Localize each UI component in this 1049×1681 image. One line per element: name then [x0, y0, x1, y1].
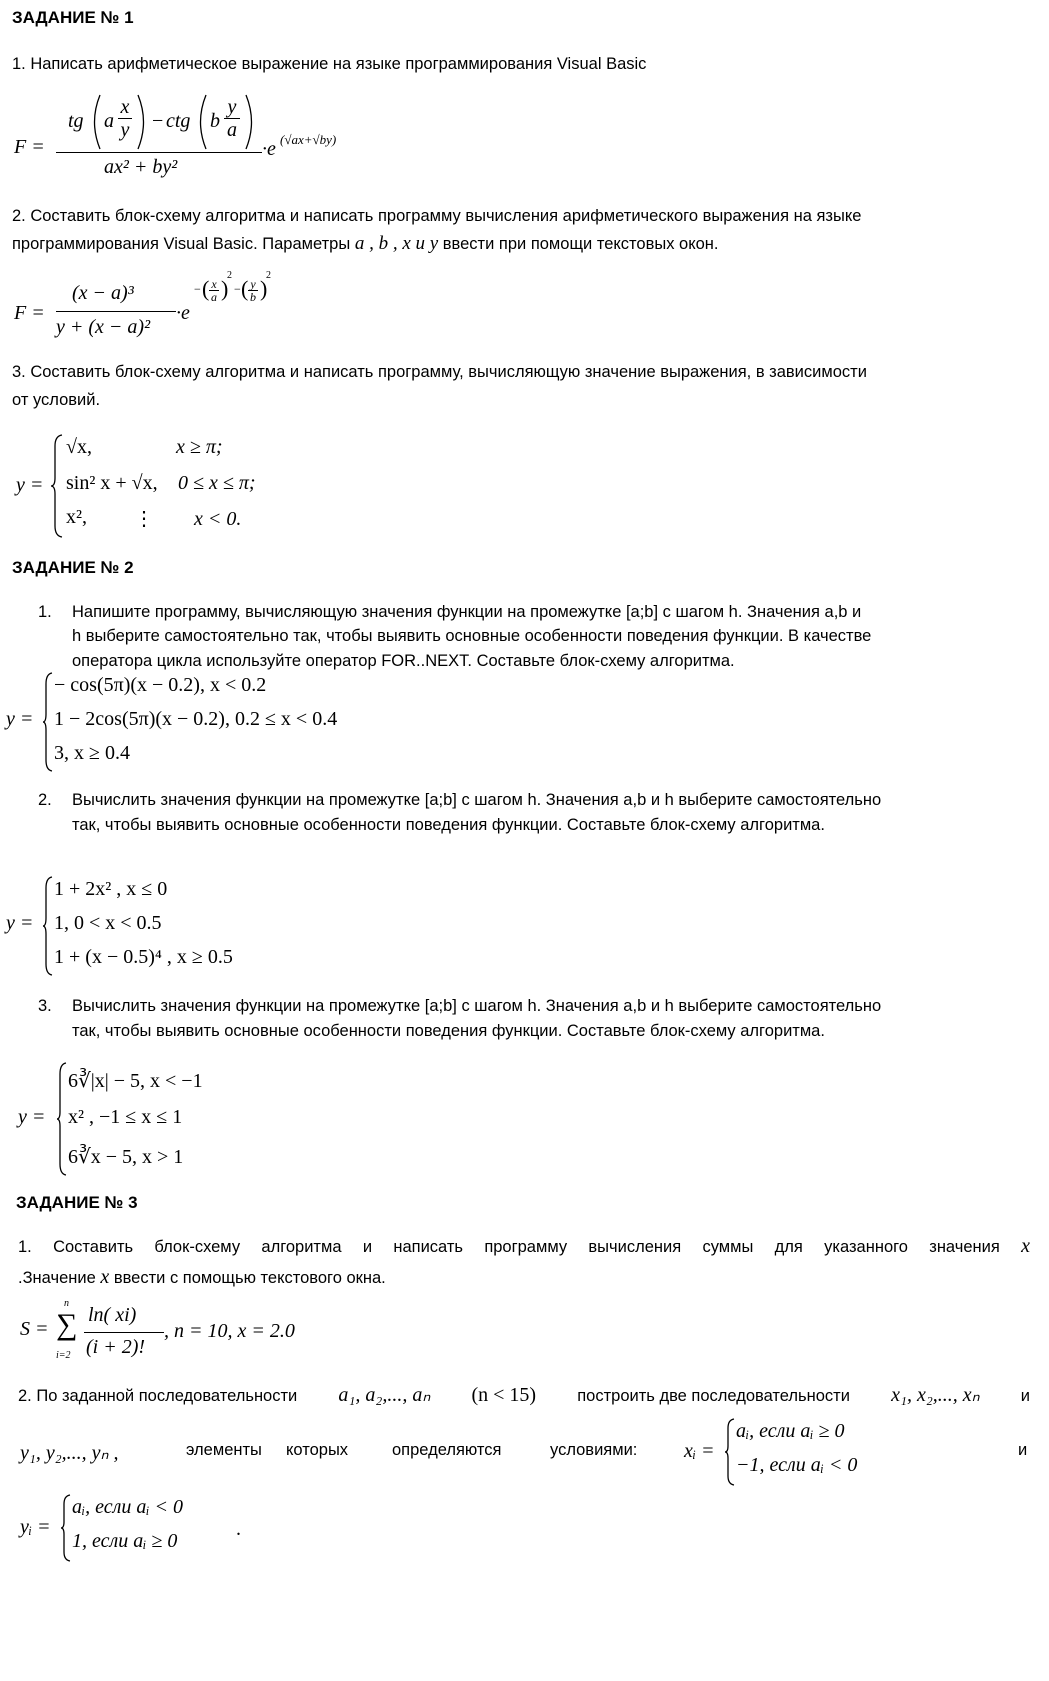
t2f2-case3: 1 + (x − 0.5)⁴ , x ≥ 0.5: [54, 946, 233, 968]
task3-item2-line2: [18, 1418, 1030, 1488]
t3-item1-text: 1. Составить блок-схему алгоритма и написать программу вычисления суммы для указанного значения: [18, 1238, 1000, 1256]
task2-item1-line1: Напишите программу, вычисляющую значения функции на промежутке [a;b] с шагом h. Значения a,b и: [72, 603, 862, 621]
t2f3-brace: [56, 1062, 68, 1176]
f1-frac2: y a: [224, 96, 240, 141]
f3-case2-cond: 0 ≤ x ≤ π;: [178, 472, 256, 494]
yi-case2: 1, если aᵢ ≥ 0: [72, 1530, 178, 1552]
task2-item2-line2: так, чтобы выявить основные особенности поведения функции. Составьте блок-схему алгоритма.: [72, 816, 825, 834]
task3-item1-line1: [18, 1232, 1030, 1261]
task2-item1-line3: оператора цикла используйте оператор FOR..NEXT. Составьте блок-схему алгоритма.: [72, 652, 735, 670]
t2f2-lhs: y =: [6, 912, 34, 934]
task2-item2-line1: Вычислить значения функции на промежутке [a;b] с шагом h. Значения a,b и h выберите самостоятельно: [72, 791, 882, 809]
yi-tail: .: [236, 1518, 241, 1540]
t3-item1-x2: x: [100, 1266, 110, 1288]
f3-case3-cond: x < 0.: [194, 508, 242, 530]
t3f1-sum-upper: n: [64, 1298, 69, 1309]
t3f1-params: , n = 10, x = 2.0: [164, 1320, 295, 1342]
f1-exponent: (√ax+√by): [280, 132, 337, 147]
item2-pre: программирования Visual Basic. Параметры: [12, 235, 355, 253]
xi-lhs: xᵢ =: [684, 1440, 715, 1462]
t3f1-denominator: (i + 2)!: [86, 1336, 146, 1358]
t3f1-fraction-bar: [84, 1332, 164, 1333]
t2f1-case2: 1 − 2cos(5π)(x − 0.2), 0.2 ≤ x < 0.4: [54, 708, 338, 730]
t3-item2-seq-a: a₁, a₂,..., aₙ: [338, 1384, 431, 1406]
f1-paren-open-1: [88, 94, 102, 150]
f2-numerator: (x − a)³: [72, 282, 134, 304]
t2f2-case2: 1, 0 < x < 0.5: [54, 912, 162, 934]
t2f3-lhs: y =: [18, 1106, 46, 1128]
f3-brace: [50, 434, 64, 538]
f1-exp-base: ·e: [262, 138, 276, 160]
f1-a: a: [104, 110, 114, 132]
t3-item2-seq-y: y₁, y₂,..., yₙ ,: [20, 1442, 119, 1464]
f2-lhs: F =: [14, 302, 45, 324]
f1-denominator: ax² + by²: [104, 156, 178, 178]
task1-item3-line1: 3. Составить блок-схему алгоритма и написать программу, вычисляющую значение выражения, в зависимости: [12, 363, 867, 381]
f3-case3-vdots: ⋮: [134, 508, 154, 530]
yi-brace: [60, 1494, 72, 1562]
t3-item2-word1: элементы: [186, 1441, 262, 1459]
t3-item1-pre: .Значение: [18, 1269, 101, 1287]
f3-case1-cond: x ≥ π;: [176, 436, 223, 458]
t3-yi-formula: [20, 1494, 280, 1564]
task3-item1-line2: [18, 1263, 386, 1292]
t3-item1-post: ввести с помощью текстового окна.: [109, 1269, 386, 1287]
f1-paren-open-2: [194, 94, 208, 150]
task1-formula3: [14, 432, 314, 542]
task3-heading: ЗАДАНИЕ № 3: [16, 1193, 138, 1212]
t3-item2-word2: которых: [286, 1441, 349, 1459]
xi-brace: [724, 1418, 736, 1486]
t3-item2-mid: построить две последовательности: [577, 1387, 850, 1405]
t2f3-case3: 6∛x − 5, x > 1: [68, 1146, 184, 1168]
task2-item2-num: 2.: [38, 791, 52, 809]
t2f1-lhs: y =: [6, 708, 34, 730]
xi-case2: −1, если aᵢ < 0: [736, 1454, 858, 1476]
task1-formula1: [14, 92, 344, 192]
t3-item2-seq-x: x₁, x₂,..., xₙ: [891, 1384, 980, 1406]
yi-lhs: yᵢ =: [20, 1516, 51, 1538]
task2-formula2: [6, 876, 426, 980]
t2f1-case3: 3, x ≥ 0.4: [54, 742, 130, 764]
t3-xi-formula: [684, 1418, 934, 1488]
f3-lhs: y =: [16, 474, 44, 496]
t3-item2-and2: и: [1018, 1441, 1028, 1459]
f1-lhs: F =: [14, 136, 45, 158]
task2-item3-num: 3.: [38, 997, 52, 1015]
t3f1-sum-lower: i=2: [56, 1350, 71, 1361]
task2-item1-num: 1.: [38, 603, 52, 621]
item2-post: ввести при помощи текстовых окон.: [438, 235, 719, 253]
f3-case1-expr: √x,: [66, 436, 92, 458]
f1-frac1: x y: [118, 96, 132, 141]
yi-case1: aᵢ, если aᵢ < 0: [72, 1496, 184, 1518]
t3f1-numerator: ln( xi): [88, 1304, 137, 1326]
task2-formula1: [6, 672, 426, 776]
f1-tg: tg: [68, 110, 84, 132]
task1-heading: ЗАДАНИЕ № 1: [12, 8, 134, 27]
f3-case3-expr: x²,: [66, 506, 87, 528]
task2-formula3: [18, 1062, 318, 1178]
t2f1-case1: − cos(5π)(x − 0.2), x < 0.2: [54, 674, 267, 696]
t3-item2-cond: (n < 15): [471, 1384, 537, 1406]
task2-heading: ЗАДАНИЕ № 2: [12, 558, 134, 577]
f2-exp-base: ·e: [176, 302, 190, 324]
f1-minus: −: [152, 110, 164, 132]
task1-item2-line1: 2. Составить блок-схему алгоритма и написать программу вычисления арифметического выражения на языке: [12, 207, 862, 225]
t2f3-case1: 6∛|x| − 5, x < −1: [68, 1070, 203, 1092]
task1-item2-line2: [12, 230, 719, 258]
task1-item3-line2: от условий.: [12, 391, 101, 409]
item2-params: a , b , x и y: [354, 233, 439, 254]
t2f3-case2: x² , −1 ≤ x ≤ 1: [68, 1106, 183, 1128]
f1-b: b: [210, 110, 220, 132]
t3f1-lhs: S =: [20, 1318, 49, 1340]
t2f1-brace: [42, 672, 54, 772]
f3-case2-expr: sin² x + √x,: [66, 472, 158, 494]
f1-paren-close-2: [244, 94, 258, 150]
t3-item2-word3: определяются: [392, 1441, 502, 1459]
t3-item2-and: и: [1020, 1387, 1030, 1405]
t2f2-brace: [42, 876, 54, 976]
t2f2-case1: 1 + 2x² , x ≤ 0: [54, 878, 168, 900]
task3-formula1: [20, 1298, 360, 1370]
f2-denominator: y + (x − a)²: [56, 316, 151, 338]
t3f1-sigma: ∑: [56, 1308, 78, 1341]
task1-item1-text: 1. Написать арифметическое выражение на языке программирования Visual Basic: [12, 55, 647, 73]
t3-item2-pre: 2. По заданной последовательности: [18, 1387, 298, 1405]
f2-fraction-bar: [56, 311, 176, 312]
f1-ctg: ctg: [166, 110, 191, 132]
task2-item3-line2: так, чтобы выявить основные особенности поведения функции. Составьте блок-схему алгоритма.: [72, 1022, 825, 1040]
xi-case1: aᵢ, если aᵢ ≥ 0: [736, 1420, 845, 1442]
f1-fraction-bar: [56, 152, 262, 153]
t3-item2-word4: условиями:: [550, 1441, 638, 1459]
t3-item1-x: x: [1021, 1235, 1030, 1257]
task2-item3-line1: Вычислить значения функции на промежутке [a;b] с шагом h. Значения a,b и h выберите самостоятельно: [72, 997, 882, 1015]
task1-formula2: F = (x − a)³ y + (x − a)² ·e − ( x a ) 2 − ( y b ) 2: [14, 270, 271, 338]
f1-paren-close-1: [136, 94, 150, 150]
f1-numerator: [64, 92, 274, 152]
task2-item1-line2: h выберите самостоятельно так, чтобы выявить основные особенности поведения функции. В качестве: [72, 627, 872, 645]
task3-item2-line1: [18, 1381, 1030, 1410]
